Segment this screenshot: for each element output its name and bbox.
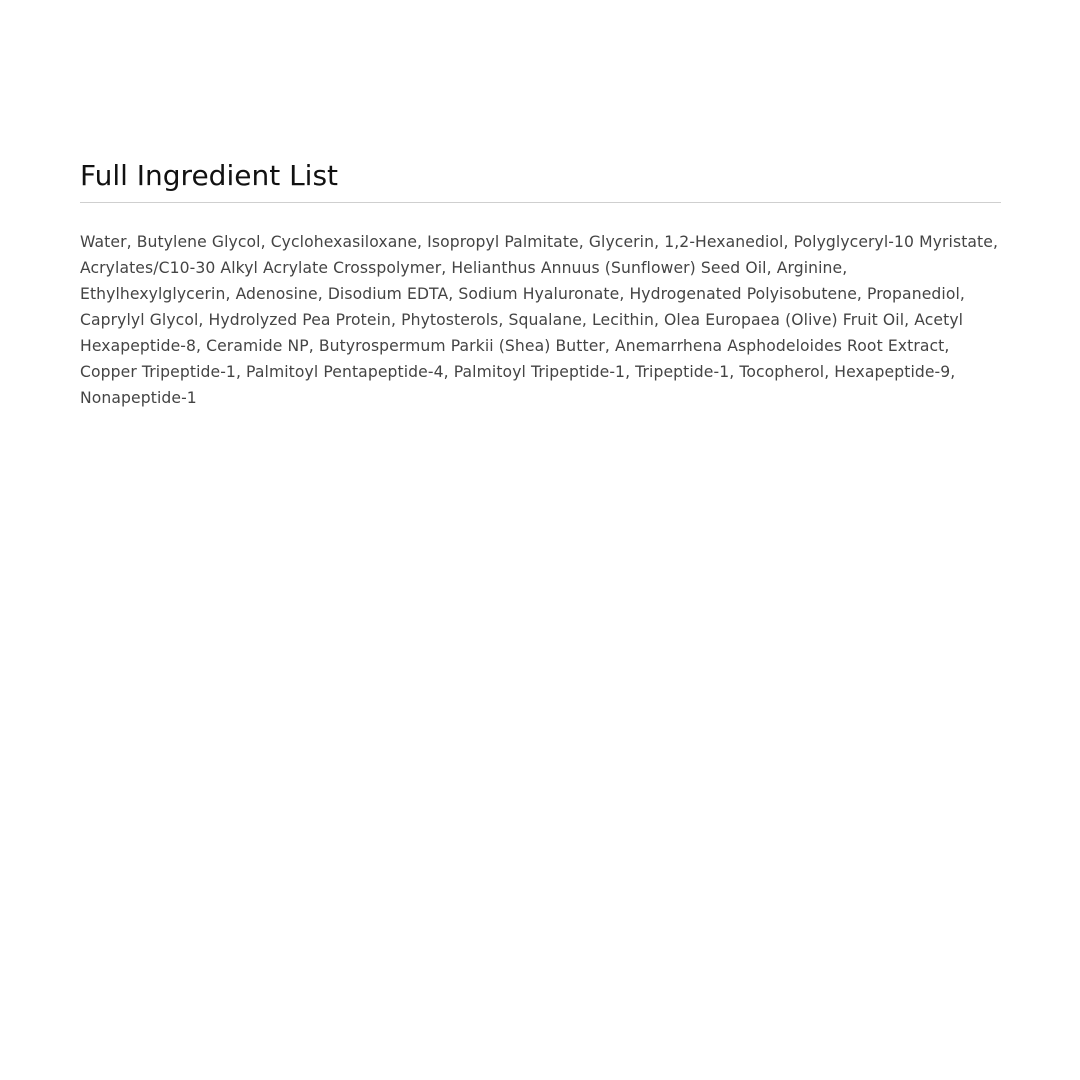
ingredient-list-text: Water, Butylene Glycol, Cyclohexasiloxane, Isopropyl Palmitate, Glycerin, 1,2-Hexanediol, Polyglyceryl-10 Myristate, Acrylates/C10-30 Alkyl Acrylate Crosspolymer, Helianthus Annuus (Sunflower) Seed Oil, Arginine, Ethylhexylglycerin, Adenosine, Disodium EDTA, Sodium Hyaluronate, Hydrogenated Polyisobutene, Propanediol, Caprylyl Glycol, Hydrolyzed Pea Protein, Phytosterols, Squalane, Lecithin, Olea Europaea (Olive) Fruit Oil, Acetyl Hexapeptide-8, Ceramide NP, Butyrospermum Parkii (Shea) Butter, Anemarrhena Asphodeloides Root Extract, Copper Tripeptide-1, Palmitoyl Pentapeptide-4, Palmitoyl Tripeptide-1, Tripeptide-1, Tocopherol, Hexapeptide-9, Nonapeptide-1: [80, 233, 999, 407]
section-title: Full Ingredient List: [80, 159, 339, 192]
title-divider: [80, 202, 1001, 203]
ingredient-list-section: [80, 150, 1001, 411]
